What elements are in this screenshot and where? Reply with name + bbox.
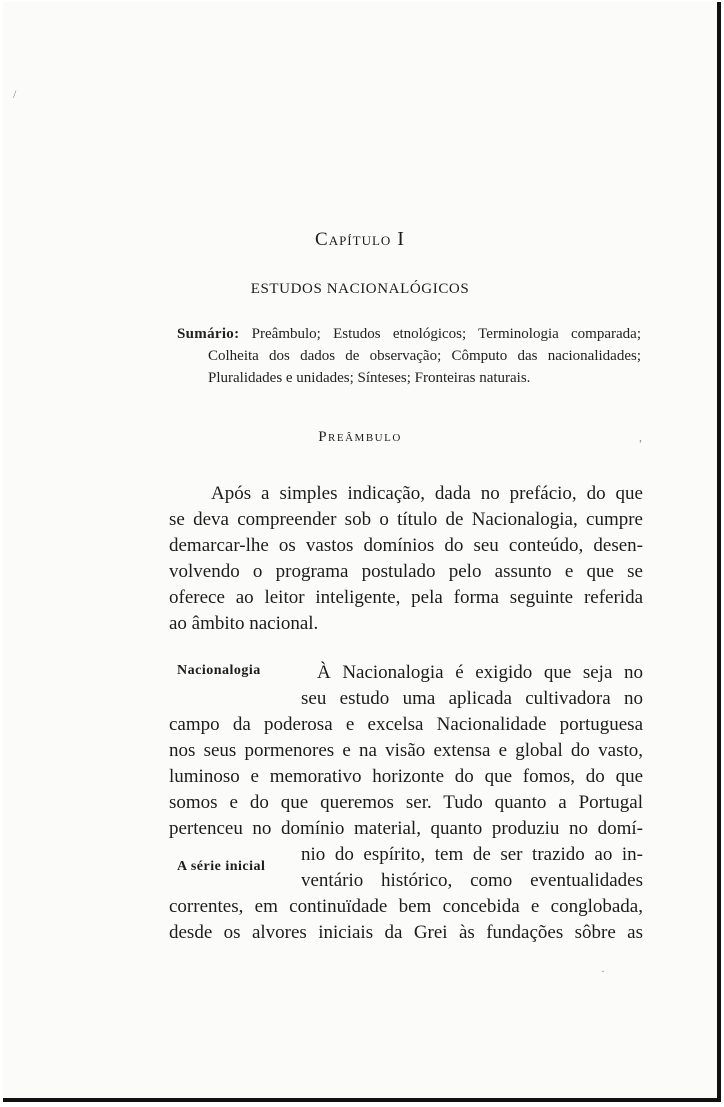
section-heading: Preâmbulo xyxy=(318,429,402,445)
chapter-heading xyxy=(3,228,717,251)
side-note-nacionalogia: Nacionalogia xyxy=(177,663,261,678)
text-line: pertenceu no domínio material, quanto produziu no domí- xyxy=(169,818,643,839)
text-line: seu estudo uma aplicada cultivadora no xyxy=(301,688,643,709)
text-line: Após a simples indicação, dada no prefácio, do que xyxy=(211,483,643,504)
text-line: se deva compreender sob o título de Nacionalogia, cumpre xyxy=(169,509,643,530)
paper-speck: / xyxy=(13,87,17,101)
text-line: somos e do que queremos ser. Tudo quanto a Portugal xyxy=(169,792,643,813)
text-line: ventário histórico, como eventualidades xyxy=(301,870,643,891)
summary-line-3: Pluralidades e unidades; Sínteses; Fronteiras naturais. xyxy=(208,370,531,386)
paper-speck: · xyxy=(601,964,605,978)
book-page xyxy=(3,2,721,1102)
summary-line-2: Colheita dos dados de observação; Cômputo das nacionalidades; xyxy=(208,348,641,364)
paper-speck: , xyxy=(639,430,642,444)
chapter-label: Capítulo xyxy=(315,229,392,250)
chapter-number: I xyxy=(397,228,405,250)
text-line: ao âmbito nacional. xyxy=(169,613,319,634)
summary-text-1: Preâmbulo; Estudos etnológicos; Terminologia comparada; xyxy=(251,326,641,342)
text-line: desde os alvores iniciais da Grei às fundações sôbre as xyxy=(169,922,643,943)
text-line: demarcar-lhe os vastos domínios do seu conteúdo, desen- xyxy=(169,535,643,556)
text-line: oferece ao leitor inteligente, pela forma seguinte referida xyxy=(169,587,643,608)
text-line: luminoso e memorativo horizonte do que fomos, do que xyxy=(169,766,643,787)
chapter-title: ESTUDOS NACIONALÓGICOS xyxy=(250,281,470,297)
summary-label: Sumário: xyxy=(177,326,240,342)
text-line: campo da poderosa e excelsa Nacionalidade portuguesa xyxy=(169,714,643,735)
side-note-serie-inicial: A série inicial xyxy=(177,859,266,874)
paragraph-2 xyxy=(169,660,643,946)
paragraph-1 xyxy=(169,481,643,637)
text-line: nos seus pormenores e na visão extensa e global do vasto, xyxy=(169,740,643,761)
text-line: correntes, em continuïdade bem concebida e conglobada, xyxy=(169,896,643,917)
summary-line-1 xyxy=(177,323,641,345)
text-line: À Nacionalogia é exigido que seja no xyxy=(317,662,643,683)
chapter-summary xyxy=(177,323,641,389)
text-line: volvendo o programa postulado pelo assunto e que se xyxy=(169,561,643,582)
text-line: nio do espírito, tem de ser trazido ao in- xyxy=(301,844,643,865)
